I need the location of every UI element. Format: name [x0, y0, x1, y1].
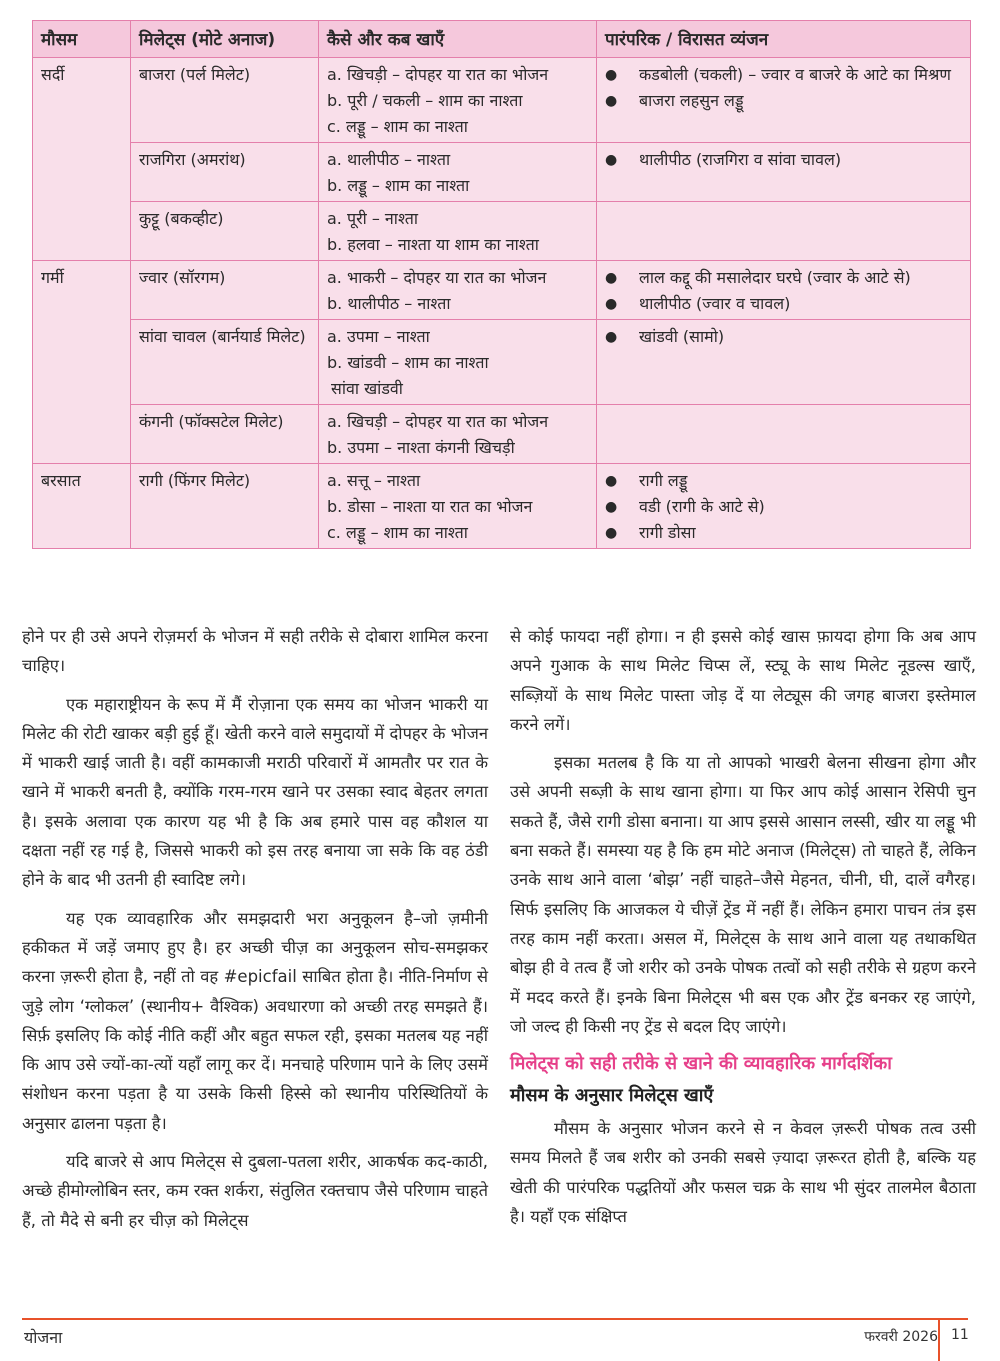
millet-cell: राजगिरा (अमरांथ) — [131, 143, 319, 202]
bullet-icon: ● — [605, 473, 618, 489]
paragraph: होने पर ही उसे अपने रोज़मर्रा के भोजन में सही तरीके से दोबारा शामिल करना चाहिए। — [22, 627, 488, 676]
dishes-cell — [597, 261, 971, 320]
usage-cell — [319, 405, 597, 464]
bullet-icon: ● — [605, 93, 618, 109]
sub-heading: मौसम के अनुसार मिलेट्स खाएँ — [510, 1085, 714, 1107]
usage-item: a. उपमा – नाश्ता — [327, 327, 430, 346]
dish-text: वडी (रागी के आटे से) — [639, 497, 765, 516]
dishes-cell — [597, 405, 971, 464]
usage-cell — [319, 320, 597, 405]
millet-cell: रागी (फिंगर मिलेट) — [131, 464, 319, 549]
bullet-icon: ● — [605, 499, 618, 515]
dish-item — [605, 291, 962, 317]
dish-text: थालीपीठ (राजगिरा व सांवा चावल) — [639, 150, 842, 169]
usage-item: b. हलवा – नाश्ता या शाम का नाश्ता — [327, 235, 539, 254]
footer-rule — [22, 1318, 968, 1320]
paragraph: यह एक व्यावहारिक और समझदारी भरा अनुकूलन है–जो ज़मीनी हकीकत में जड़ें जमाए हुए है। हर अच्छी चीज़ का अनुकूलन सोच-समझकर करना ज़रूरी होता है, नहीं तो वह #epicfail साबित होता है। नीति-निर्माण से जुड़े लोग ‘ग्लोकल’ (स्थानीय+ वैश्विक) अवधारणा को अच्छी तरह समझते हैं। सिर्फ़ इसलिए कि कोई नीति कहीं और बहुत सफल रही, इसका मतलब यह नहीं कि आप उसे ज्यों-का-त्यों यहाँ लागू कर दें। मनचाहे परिणाम पाने के लिए उसमें संशोधन करना पड़ता है या उसके किसी हिस्से को स्थानीय परिस्थितियों के अनुसार ढालना पड़ता है। — [22, 908, 488, 1133]
table-row — [33, 464, 971, 549]
season-cell: बरसात — [33, 464, 131, 549]
usage-cell — [319, 261, 597, 320]
table-row — [33, 261, 971, 320]
millet-cell: बाजरा (पर्ल मिलेट) — [131, 58, 319, 143]
header-traditional-dishes: पारंपरिक / विरासत व्यंजन — [597, 21, 971, 58]
dish-item — [605, 494, 962, 520]
bullet-icon: ● — [605, 152, 618, 168]
dish-text: रागी डोसा — [639, 523, 696, 542]
dish-text: लाल कद्दू की मसालेदार घरघे (ज्वार के आटे से) — [639, 268, 911, 287]
issue-date: फरवरी 2026 — [864, 1329, 938, 1345]
magazine-name: योजना — [24, 1328, 63, 1347]
usage-item: सांवा खांडवी — [331, 379, 403, 398]
left-text-column — [22, 622, 488, 1244]
table-row — [33, 143, 971, 202]
header-how-when: कैसे और कब खाएँ — [319, 21, 597, 58]
bullet-icon: ● — [605, 329, 618, 345]
header-millets: मिलेट्स (मोटे अनाज) — [131, 21, 319, 58]
dish-item — [605, 62, 962, 88]
dishes-cell — [597, 464, 971, 549]
millet-cell: ज्वार (सॉरगम) — [131, 261, 319, 320]
header-season: मौसम — [33, 21, 131, 58]
dish-text: कडबोली (चकली) – ज्वार व बाजरे के आटे का मिश्रण — [639, 65, 951, 84]
table-header-row — [33, 21, 971, 58]
dish-text: रागी लड्डू — [639, 471, 688, 490]
season-cell: सर्दी — [33, 58, 131, 261]
dish-text: खांडवी (सामो) — [639, 327, 725, 346]
table-row — [33, 320, 971, 405]
paragraph: से कोई फायदा नहीं होगा। न ही इससे कोई खास फ़ायदा होगा कि अब आप अपने गुआक के साथ मिलेट चिप्स लें, स्ट्यू के साथ मिलेट नूडल्स खाएँ, सब्ज़ियों के साथ मिलेट पास्ता जोड़ दें या लेट्यूस की जगह बाजरा इस्तेमाल करने लगें। — [510, 627, 976, 734]
table-row — [33, 405, 971, 464]
bullet-icon: ● — [605, 525, 618, 541]
usage-item: c. लड्डू – शाम का नाश्ता — [327, 117, 468, 136]
footer-separator — [938, 1319, 940, 1361]
usage-item: a. भाकरी – दोपहर या रात का भोजन — [327, 268, 547, 287]
usage-item: b. पूरी / चकली – शाम का नाश्ता — [327, 91, 523, 110]
millets-season-table — [32, 20, 971, 549]
usage-cell — [319, 143, 597, 202]
table-row — [33, 58, 971, 143]
usage-item: a. पूरी – नाश्ता — [327, 209, 419, 228]
usage-item: b. डोसा – नाश्ता या रात का भोजन — [327, 497, 533, 516]
dish-text: थालीपीठ (ज्वार व चावल) — [639, 294, 791, 313]
dishes-cell — [597, 202, 971, 261]
usage-item: c. लड्डू – शाम का नाश्ता — [327, 523, 468, 542]
dish-item — [605, 88, 962, 114]
millets-season-table-wrapper — [32, 20, 970, 549]
millet-cell: कुट्टू (बकव्हीट) — [131, 202, 319, 261]
dish-item — [605, 520, 962, 546]
dishes-cell — [597, 143, 971, 202]
usage-item: b. थालीपीठ – नाश्ता — [327, 294, 451, 313]
usage-cell — [319, 464, 597, 549]
paragraph: मौसम के अनुसार भोजन करने से न केवल ज़रूरी पोषक तत्व उसी समय मिलते हैं जब शरीर को उनकी सबसे ज़्यादा ज़रूरत होती है, बल्कि यह खेती की पारंपरिक पद्धतियों और फसल चक्र के साथ भी सुंदर तालमेल बैठाता है। यहाँ एक संक्षिप्त — [510, 1119, 976, 1227]
table-body — [33, 58, 971, 549]
usage-item: a. खिचड़ी – दोपहर या रात का भोजन — [327, 65, 549, 84]
millet-cell: सांवा चावल (बार्नयार्ड मिलेट) — [131, 320, 319, 405]
usage-item: b. उपमा – नाश्ता कंगनी खिचड़ी — [327, 438, 515, 457]
millet-cell: कंगनी (फॉक्सटेल मिलेट) — [131, 405, 319, 464]
season-cell: गर्मी — [33, 261, 131, 464]
dish-item — [605, 147, 962, 173]
dishes-cell — [597, 320, 971, 405]
usage-item: a. थालीपीठ – नाश्ता — [327, 150, 451, 169]
usage-item: b. लड्डू – शाम का नाश्ता — [327, 176, 470, 195]
right-text-column — [510, 622, 976, 1240]
dishes-cell — [597, 58, 971, 143]
paragraph: एक महाराष्ट्रीयन के रूप में मैं रोज़ाना एक समय का भोजन भाकरी या मिलेट की रोटी खाकर बड़ी हुई हूँ। खेती करने वाले समुदायों में दोपहर के भोजन में भाकरी खाई जाती है। वहीं कामकाजी मराठी परिवारों में आमतौर पर रात के खाने में भाकरी बनती है, क्योंकि गरम-गरम खाने पर उसका स्वाद बेहतर लगता है। इसके अलावा एक कारण यह भी है कि अब हमारे पास वह कौशल या दक्षता नहीं रह गई है, जिससे भाकरी को इस तरह बनाया जा सके कि वह ठंडी होने के बाद भी उतनी ही स्वादिष्ट लगे। — [22, 694, 488, 890]
dish-text: बाजरा लहसुन लड्डू — [639, 91, 744, 110]
paragraph: यदि बाजरे से आप मिलेट्स से दुबला-पतला शरीर, आकर्षक कद-काठी, अच्छे हीमोग्लोबिन स्तर, कम रक्त शर्करा, संतुलित रक्तचाप जैसे परिणाम चाहते हैं, तो मैदे से बनी हर चीज़ को मिलेट्स — [22, 1152, 488, 1230]
usage-item: a. खिचड़ी – दोपहर या रात का भोजन — [327, 412, 549, 431]
dish-item — [605, 324, 962, 350]
bullet-icon: ● — [605, 296, 618, 312]
table-row — [33, 202, 971, 261]
paragraph: इसका मतलब है कि या तो आपको भाखरी बेलना सीखना होगा और उसे अपनी सब्ज़ी के साथ खाना होगा। या फिर आप कोई आसान रेसिपी चुन सकते हैं, जैसे रागी डोसा बनाना। या आप इससे आसान लस्सी, खीर या लड्डू भी बना सकते हैं। समस्या यह है कि हम मोटे अनाज (मिलेट्स) तो चाहते हैं, लेकिन उनके साथ आने वाला ‘बोझ’ नहीं चाहते–जैसे मेहनत, चीनी, घी, दालें वगैरह। सिर्फ इसलिए कि आजकल ये चीज़ें ट्रेंड में नहीं हैं। लेकिन हमारा पाचन तंत्र इस तरह काम नहीं करता। असल में, मिलेट्स के साथ आने वाला यह तथाकथित बोझ ही वे तत्व हैं जो शरीर को उनके पोषक तत्वों को सही तरीके से ग्रहण करने में मदद करते हैं। इनके बिना मिलेट्स भी बस एक और ट्रेंड बनकर रह जाएंगे, जो जल्द ही किसी नए ट्रेंड से बदल दिए जाएंगे। — [510, 753, 976, 1036]
usage-cell — [319, 58, 597, 143]
dish-item — [605, 468, 962, 494]
section-heading: मिलेट्स को सही तरीके से खाने की व्यावहारिक मार्गदर्शिका — [510, 1053, 892, 1075]
bullet-icon: ● — [605, 270, 618, 286]
dish-item — [605, 265, 962, 291]
usage-item: b. खांडवी – शाम का नाश्ता — [327, 353, 489, 372]
bullet-icon: ● — [605, 67, 618, 83]
usage-item: a. सत्तू – नाश्ता — [327, 471, 421, 490]
page-number: 11 — [951, 1327, 969, 1343]
usage-cell — [319, 202, 597, 261]
